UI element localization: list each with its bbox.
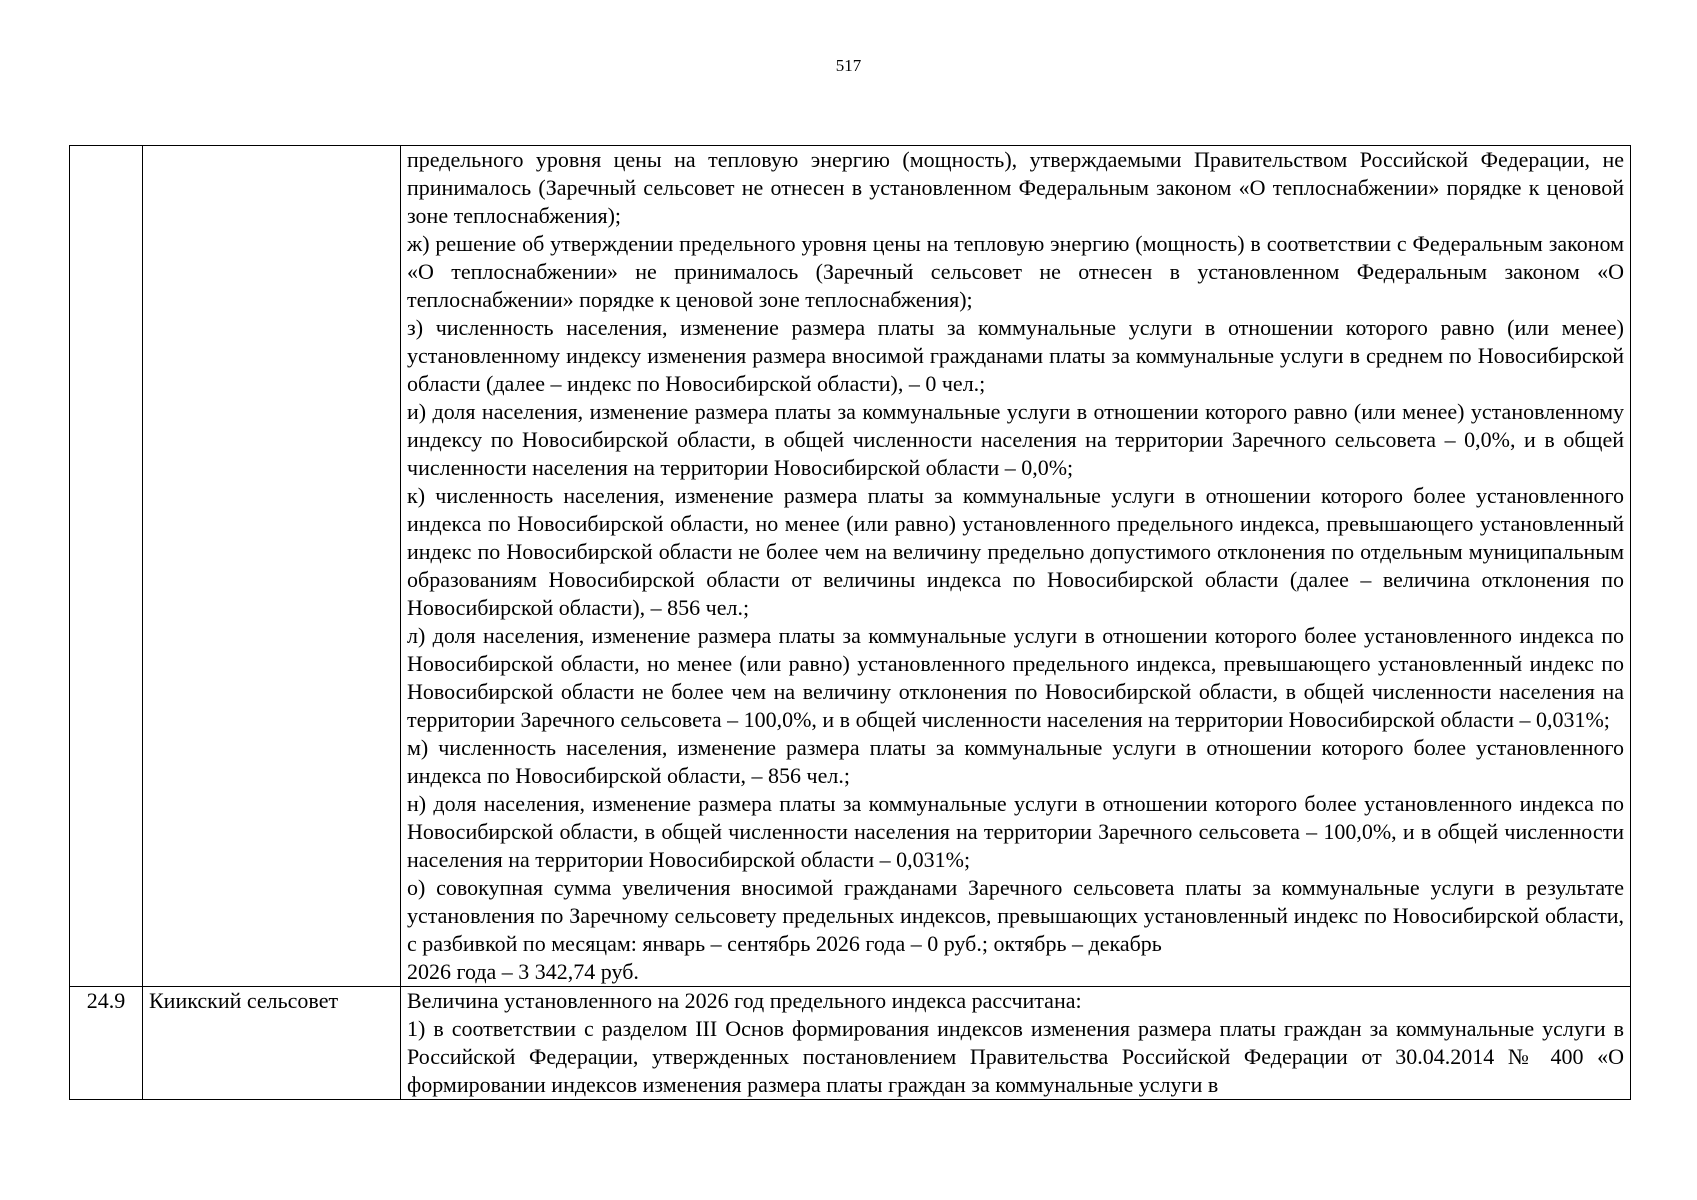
description-cell	[401, 987, 1631, 1100]
paragraph: ж) решение об утверждении предельного уровня цены на тепловую энергию (мощность) в соответствии с Федеральным законом «О теплоснабжении» не принималось (Заречный сельсовет не отнесен в установленном Федеральным законом «О теплоснабжении» порядке к ценовой зоне теплоснабжения);	[407, 231, 1624, 312]
paragraph: з) численность населения, изменение размера платы за коммунальные услуги в отношении которого равно (или менее) установленному индексу изменения размера вносимой гражданами платы за коммунальные услуги в среднем по Новосибирской области (далее – индекс по Новосибирской области), – 0 чел.;	[407, 315, 1624, 396]
document-table	[69, 145, 1631, 1100]
row-number-cell: 24.9	[70, 987, 143, 1100]
page-number: 517	[835, 56, 862, 75]
paragraph: н) доля населения, изменение размера платы за коммунальные услуги в отношении которого более установленного индекса по Новосибирской области, в общей численности населения на территории Заречного сельсовета – 100,0%, и в общей численности населения на территории Новосибирской области – 0,031%;	[407, 791, 1624, 872]
paragraph: предельного уровня цены на тепловую энергию (мощность), утверждаемыми Правительством Российской Федерации, не принималось (Заречный сельсовет не отнесен в установленном Федеральным законом «О теплоснабжении» порядке к ценовой зоне теплоснабжения);	[407, 147, 1624, 228]
municipality-name-cell: Киикский сельсовет	[143, 987, 401, 1100]
paragraph: и) доля населения, изменение размера платы за коммунальные услуги в отношении которого равно (или менее) установленному индексу по Новосибирской области, в общей численности населения на территории Заречного сельсовета – 0,0%, и в общей численности населения на территории Новосибирской области – 0,0%;	[407, 399, 1624, 480]
paragraph: 1) в соответствии с разделом III Основ формирования индексов изменения размера платы граждан за коммунальные услуги в Российской Федерации, утвержденных постановлением Правительства Российской Федерации от 30.04.2014 № 400 «О формировании индексов изменения размера платы граждан за коммунальные услуги в	[407, 1016, 1624, 1097]
paragraph: к) численность населения, изменение размера платы за коммунальные услуги в отношении которого более установленного индекса по Новосибирской области, но менее (или равно) установленного предельного индекса, превышающего установленный индекс по Новосибирской области не более чем на величину предельно допустимого отклонения по отдельным муниципальным образованиям Новосибирской области от величины индекса по Новосибирской области (далее – величина отклонения по Новосибирской области), – 856 чел.;	[407, 483, 1624, 620]
paragraph: 2026 года – 3 342,74 руб.	[407, 959, 639, 984]
row-number-cell	[70, 146, 143, 987]
municipality-name-cell	[143, 146, 401, 987]
description-cell	[401, 146, 1631, 987]
table-row	[70, 146, 1631, 987]
paragraph: Величина установленного на 2026 год предельного индекса рассчитана:	[407, 988, 1082, 1013]
paragraph: о) совокупная сумма увеличения вносимой гражданами Заречного сельсовета платы за коммунальные услуги в результате установления по Заречному сельсовету предельных индексов, превышающих установленный индекс по Новосибирской области, с разбивкой по месяцам: январь – сентябрь 2026 года – 0 руб.; октябрь – декабрь	[407, 875, 1624, 956]
paragraph: л) доля населения, изменение размера платы за коммунальные услуги в отношении которого более установленного индекса по Новосибирской области, но менее (или равно) установленного предельного индекса, превышающего установленный индекс по Новосибирской области не более чем на величину отклонения по Новосибирской области, в общей численности населения на территории Заречного сельсовета – 100,0%, и в общей численности населения на территории Новосибирской области – 0,031%;	[407, 623, 1624, 732]
paragraph: м) численность населения, изменение размера платы за коммунальные услуги в отношении которого более установленного индекса по Новосибирской области, – 856 чел.;	[407, 735, 1624, 788]
table-row	[70, 987, 1631, 1100]
